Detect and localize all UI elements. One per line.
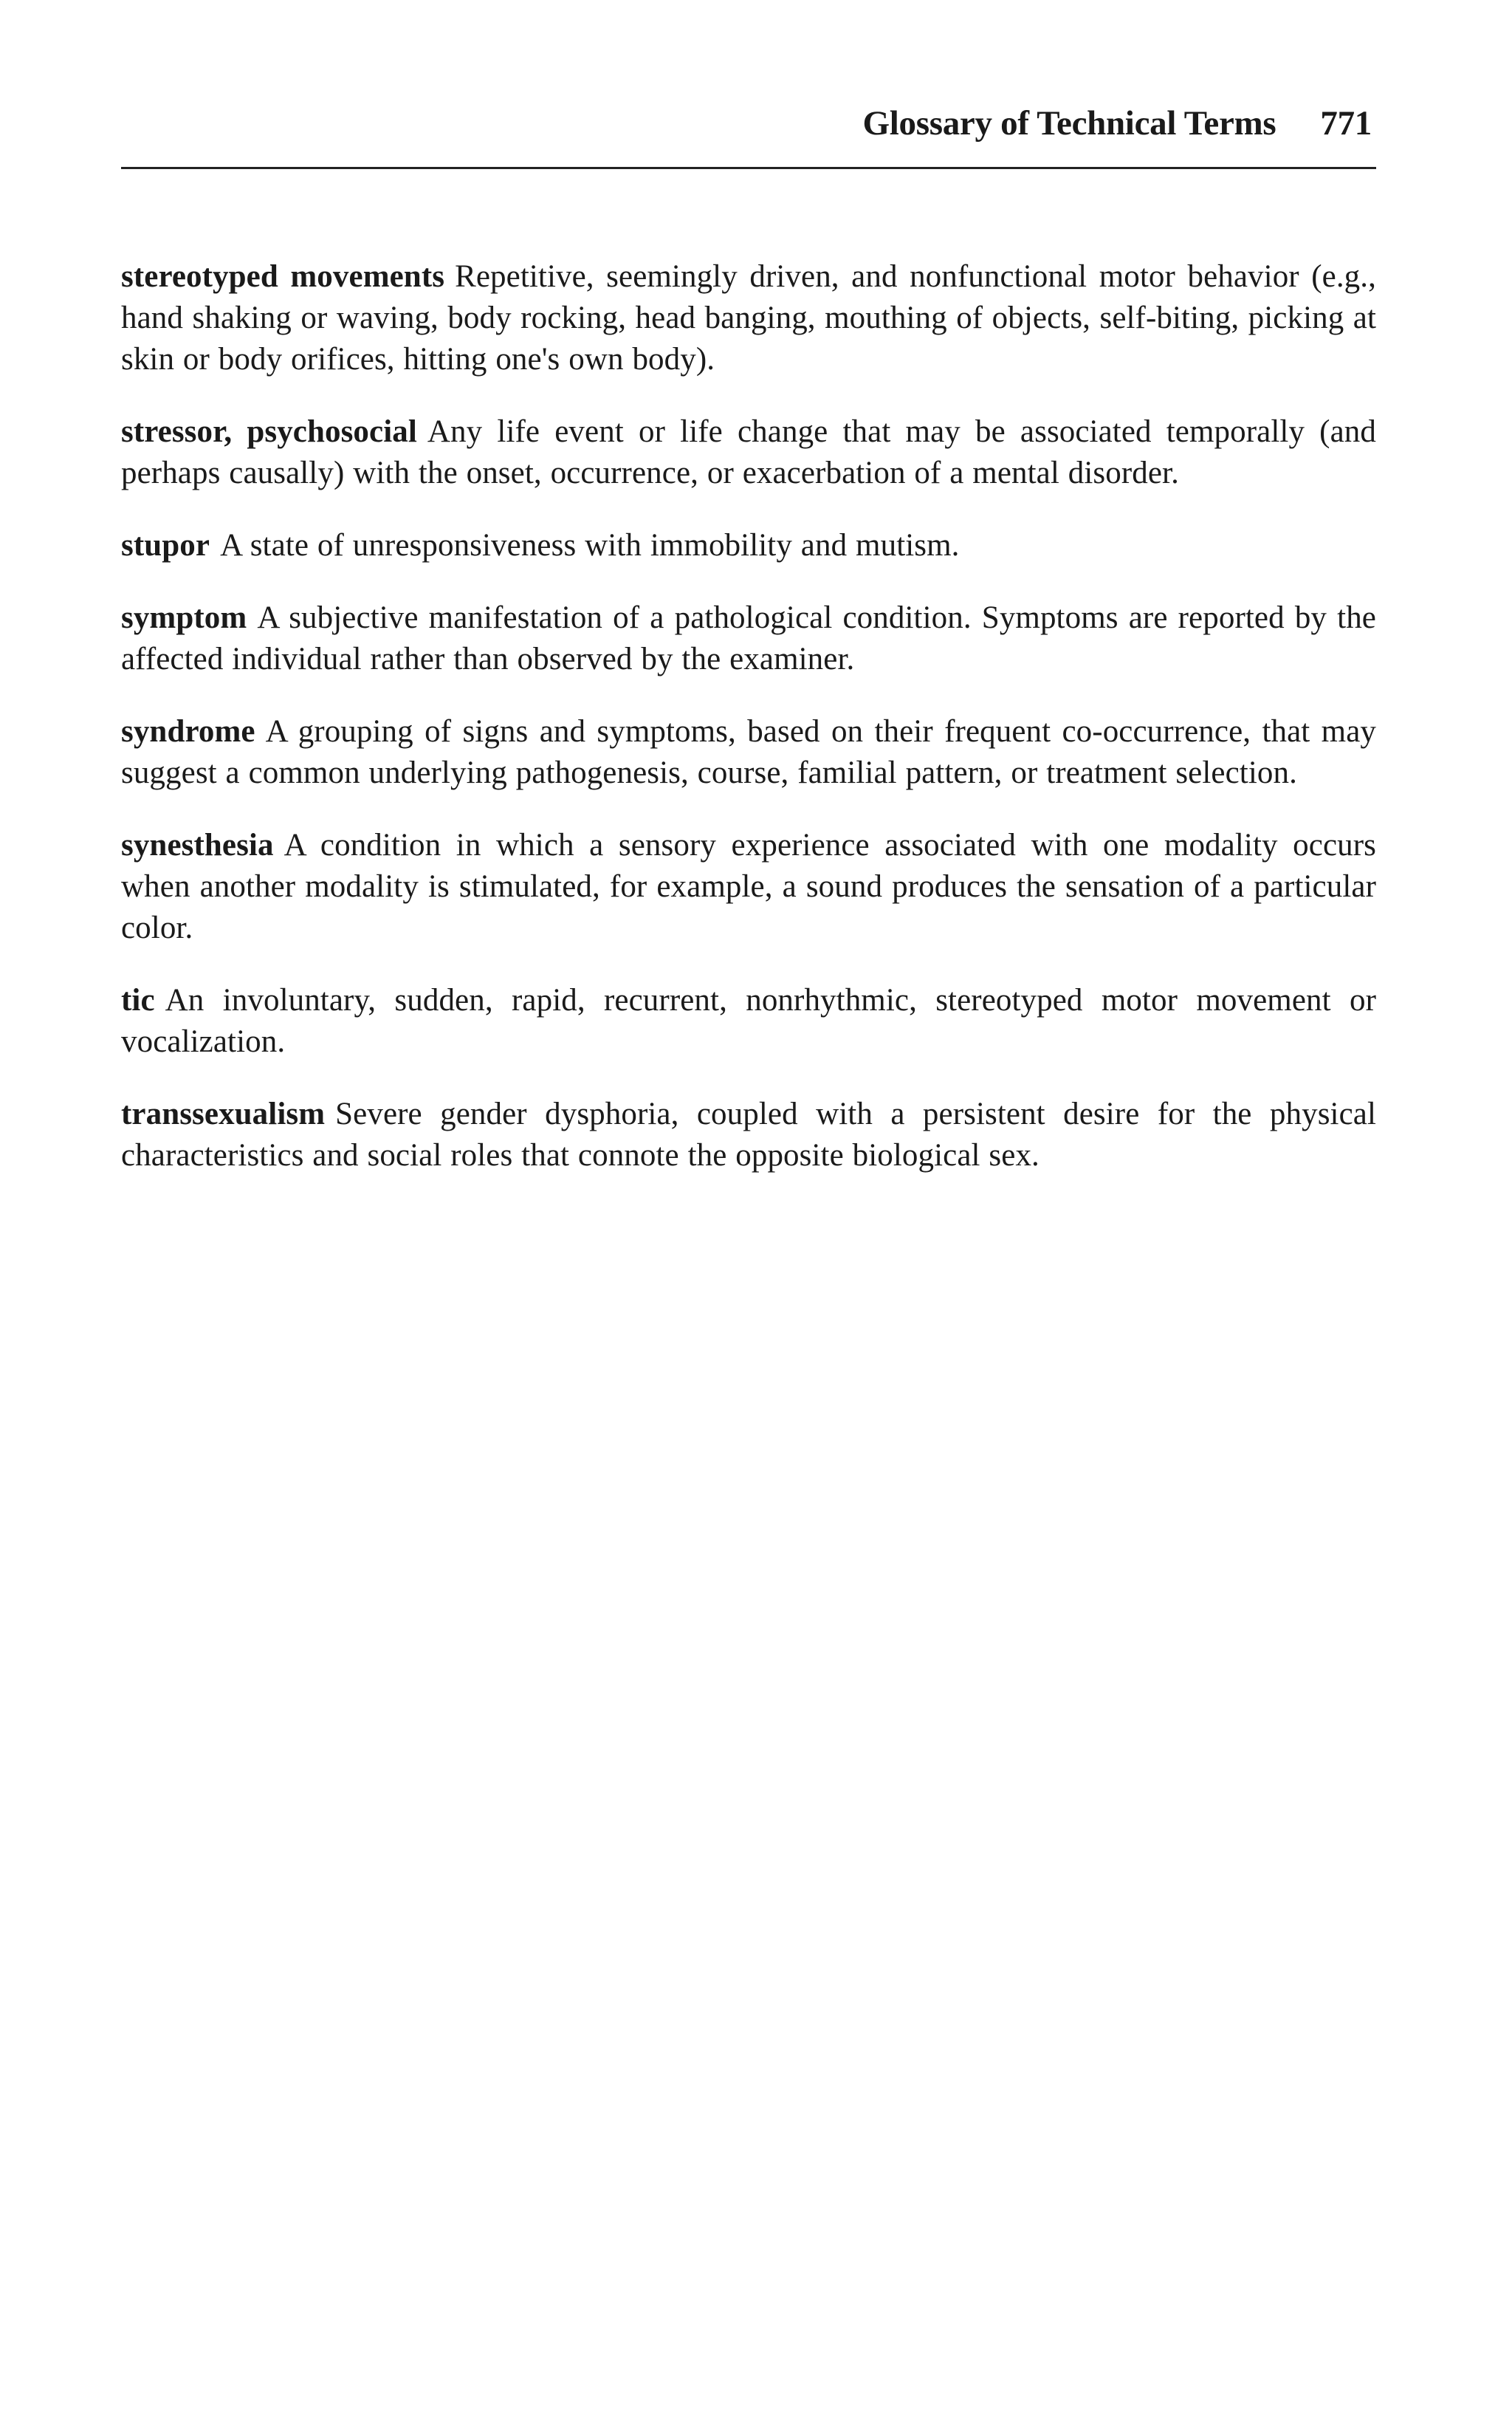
glossary-term: stressor, psychosocial bbox=[121, 414, 417, 449]
glossary-definition: Severe gender dysphoria, coupled with a persistent desire for the physical characteristics and social roles that connote the opposite biological sex. bbox=[121, 1097, 1376, 1173]
glossary-term: tic bbox=[121, 983, 155, 1018]
glossary-definition: A condition in which a sensory experience associated with one modality occurs when another modality is stimulated, for example, a sound produces the sensation of a particular color. bbox=[121, 828, 1376, 945]
glossary-term: stereotyped movements bbox=[121, 259, 445, 294]
glossary-entry bbox=[121, 597, 1376, 680]
glossary-entries bbox=[121, 256, 1376, 1176]
glossary-entry bbox=[121, 980, 1376, 1063]
glossary-term: syndrome bbox=[121, 714, 255, 749]
glossary-entry bbox=[121, 1094, 1376, 1176]
glossary-definition: Repetitive, seemingly driven, and nonfunctional motor behavior (e.g., hand shaking or waving, body rocking, head banging, mouthing of objects, self-biting, picking at skin or body orifices, hitting one's own body). bbox=[121, 259, 1376, 377]
glossary-entry bbox=[121, 256, 1376, 380]
glossary-term: transsexualism bbox=[121, 1097, 326, 1131]
glossary-term: symptom bbox=[121, 600, 247, 635]
glossary-definition: A grouping of signs and symptoms, based on their frequent co-occurrence, that may suggest a common underlying pathogenesis, course, familial pattern, or treatment selection. bbox=[121, 714, 1376, 790]
glossary-term: stupor bbox=[121, 528, 210, 563]
running-header bbox=[121, 103, 1376, 162]
glossary-term: synesthesia bbox=[121, 828, 274, 863]
header-rule bbox=[121, 167, 1376, 169]
glossary-entry bbox=[121, 825, 1376, 949]
glossary-definition: Any life event or life change that may be associated temporally (and perhaps causally) with the onset, occurrence, or exacerbation of a mental disorder. bbox=[121, 414, 1376, 490]
glossary-definition: A state of unresponsiveness with immobility and mutism. bbox=[220, 528, 960, 563]
glossary-page bbox=[121, 103, 1376, 1207]
glossary-definition: An involuntary, sudden, rapid, recurrent, nonrhythmic, stereotyped motor movement or vocalization. bbox=[121, 983, 1376, 1059]
page-number: 771 bbox=[1320, 104, 1372, 143]
glossary-entry bbox=[121, 411, 1376, 494]
running-header-title: Glossary of Technical Terms bbox=[862, 104, 1276, 143]
glossary-entry bbox=[121, 525, 1376, 566]
glossary-definition: A subjective manifestation of a pathological condition. Symptoms are reported by the affected individual rather than observed by the examiner. bbox=[121, 600, 1376, 676]
glossary-entry bbox=[121, 711, 1376, 794]
